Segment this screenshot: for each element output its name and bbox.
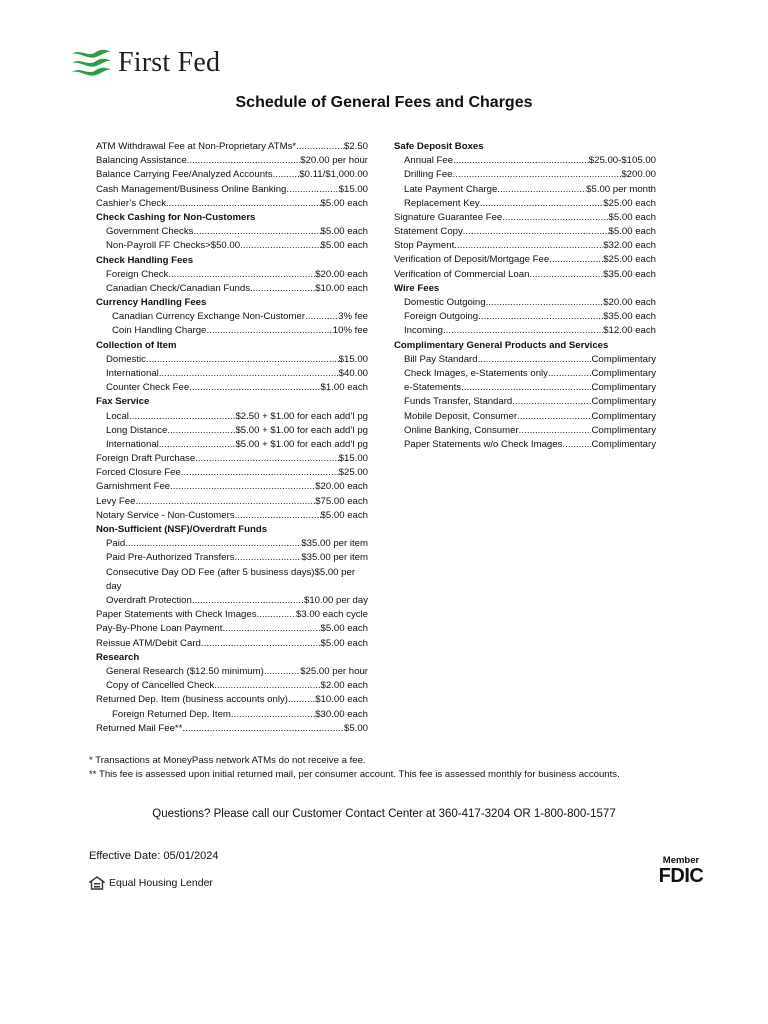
dot-leader bbox=[286, 183, 338, 197]
dot-leader bbox=[182, 722, 344, 736]
fee-row bbox=[96, 495, 368, 509]
fee-row bbox=[394, 254, 656, 268]
fee-price: Complimentary bbox=[591, 382, 656, 394]
fee-row bbox=[96, 367, 368, 381]
fee-name: General Research ($12.50 minimum) bbox=[106, 665, 264, 677]
fee-row bbox=[96, 481, 368, 495]
fee-row bbox=[394, 154, 656, 168]
fee-name: Long Distance bbox=[106, 424, 168, 436]
fee-price: $25.00 bbox=[338, 467, 368, 479]
dot-leader bbox=[512, 395, 591, 409]
fee-row bbox=[96, 424, 368, 438]
fee-name: Consecutive Day OD Fee (after 5 business days)$5.00 per bbox=[106, 566, 356, 578]
fee-price: 3% fee bbox=[338, 311, 368, 323]
fee-price: $25.00 per hour bbox=[300, 665, 368, 677]
dot-leader bbox=[222, 622, 320, 636]
fee-row bbox=[394, 239, 656, 253]
fee-name: Government Checks bbox=[106, 226, 194, 238]
fee-name: Balance Carrying Fee/Analyzed Accounts bbox=[96, 169, 273, 181]
dot-leader bbox=[548, 367, 592, 381]
section-header: Non-Sufficient (NSF)/Overdraft Funds bbox=[96, 524, 268, 536]
fee-price: $30.00 each bbox=[315, 708, 368, 720]
fee-price: $5.00 each bbox=[608, 211, 656, 223]
fee-price: $5.00 each bbox=[320, 240, 368, 252]
fee-name: Pay-By-Phone Loan Payment bbox=[96, 623, 223, 635]
fee-row bbox=[394, 310, 656, 324]
fee-name: Paper Statements w/o Check Images bbox=[404, 438, 563, 450]
dot-leader bbox=[189, 381, 320, 395]
dot-leader bbox=[502, 211, 608, 225]
fees-left-column bbox=[96, 140, 368, 736]
fee-name: Annual Fee bbox=[404, 155, 454, 167]
dot-leader bbox=[264, 665, 300, 679]
footnote-atm: * Transactions at MoneyPass network ATMs do not receive a fee. bbox=[89, 755, 366, 766]
dot-leader bbox=[478, 310, 603, 324]
section-header: Fax Service bbox=[96, 396, 150, 408]
fee-price: $40.00 bbox=[338, 367, 368, 379]
fee-price: $2.00 each bbox=[320, 680, 368, 692]
dot-leader bbox=[181, 466, 339, 480]
fee-price: $5.00 each bbox=[320, 197, 368, 209]
fee-row bbox=[394, 410, 656, 424]
fee-price: $2.50 bbox=[343, 140, 368, 152]
fee-price: $32.00 each bbox=[603, 240, 656, 252]
fee-price: Complimentary bbox=[591, 396, 656, 408]
dot-leader bbox=[519, 424, 592, 438]
fee-row bbox=[96, 608, 368, 622]
fee-price: $200.00 bbox=[621, 169, 656, 181]
fee-name: Online Banking, Consumer bbox=[404, 424, 519, 436]
effective-date: Effective Date: 05/01/2024 bbox=[89, 850, 219, 862]
dot-leader bbox=[443, 324, 603, 338]
fee-row bbox=[394, 268, 656, 282]
fee-row bbox=[96, 693, 368, 707]
fdic-member-label: Member bbox=[662, 855, 700, 866]
fee-name: Overdraft Protection bbox=[106, 595, 192, 607]
dot-leader bbox=[214, 679, 320, 693]
fee-row bbox=[96, 537, 368, 551]
fee-name: Counter Check Fee bbox=[106, 382, 190, 394]
fee-name: Forced Closure Fee bbox=[96, 467, 181, 479]
dot-leader bbox=[201, 637, 321, 651]
dot-leader bbox=[166, 197, 320, 211]
fee-price: $0.11/$1,000.00 bbox=[299, 169, 368, 181]
fee-row bbox=[394, 197, 656, 211]
fee-row bbox=[394, 438, 656, 452]
fee-name: Paid bbox=[106, 538, 126, 550]
fee-row bbox=[96, 168, 368, 182]
dot-leader bbox=[187, 154, 301, 168]
fee-price: $5.00 each bbox=[320, 509, 368, 521]
fee-name: Canadian Currency Exchange Non-Customer bbox=[112, 311, 306, 323]
fee-row bbox=[96, 438, 368, 452]
fee-row bbox=[96, 452, 368, 466]
fee-price: $10.00 each bbox=[315, 282, 368, 294]
fee-name: ATM Withdrawal Fee at Non-Proprietary ATMs* bbox=[96, 140, 297, 152]
fee-row bbox=[96, 197, 368, 211]
fee-name: Foreign Check bbox=[106, 268, 169, 280]
section-header: Complimentary General Products and Services bbox=[394, 339, 609, 351]
fee-name: Drilling Fee bbox=[404, 169, 453, 181]
dot-leader bbox=[529, 268, 603, 282]
fee-price: $15.00 bbox=[338, 353, 368, 365]
fee-price: $1.00 each bbox=[320, 382, 368, 394]
dot-leader bbox=[240, 239, 320, 253]
section-header: Currency Handling Fees bbox=[96, 297, 207, 309]
fee-price: $25.00 each bbox=[603, 197, 656, 209]
dot-leader bbox=[192, 594, 304, 608]
fee-row bbox=[96, 679, 368, 693]
fee-price: $10.00 per day bbox=[303, 595, 368, 607]
dot-leader bbox=[135, 495, 315, 509]
fee-name: Check Images, e-Statements only bbox=[404, 367, 548, 379]
dot-leader bbox=[159, 367, 339, 381]
fee-price: $20.00 each bbox=[315, 481, 368, 493]
dot-leader bbox=[125, 537, 301, 551]
fee-row bbox=[96, 353, 368, 367]
fee-name: Notary Service - Non-Customers bbox=[96, 509, 235, 521]
fee-name: Copy of Cancelled Check bbox=[106, 680, 215, 692]
dot-leader bbox=[486, 296, 604, 310]
fee-price: $20.00 each bbox=[315, 268, 368, 280]
brand-name: First Fed bbox=[118, 47, 221, 78]
fee-row bbox=[394, 296, 656, 310]
dot-leader bbox=[562, 438, 591, 452]
fee-name: Bill Pay Standard bbox=[404, 353, 478, 365]
fee-row bbox=[96, 140, 368, 154]
waves-logo-icon bbox=[70, 46, 112, 80]
fee-name: Signature Guarantee Fee bbox=[394, 211, 503, 223]
fee-row bbox=[96, 622, 368, 636]
fee-row bbox=[96, 381, 368, 395]
fee-name: Reissue ATM/Debit Card bbox=[96, 637, 201, 649]
dot-leader bbox=[195, 452, 338, 466]
dot-leader bbox=[231, 708, 315, 722]
contact-line: Questions? Please call our Customer Contact Center at 360-417-3204 OR 1-800-800-1577 bbox=[152, 808, 616, 820]
dot-leader bbox=[170, 480, 315, 494]
dot-leader bbox=[478, 353, 592, 367]
fee-row bbox=[96, 324, 368, 338]
footnotes bbox=[89, 754, 620, 781]
fee-price: $75.00 each bbox=[315, 495, 368, 507]
fee-row bbox=[394, 353, 656, 367]
fee-price: Complimentary bbox=[591, 367, 656, 379]
dot-leader bbox=[235, 551, 302, 565]
fee-name: Levy Fee bbox=[96, 495, 136, 507]
fee-name: Statement Copy bbox=[394, 226, 463, 238]
fee-row bbox=[96, 509, 368, 523]
fee-row bbox=[394, 324, 656, 338]
fee-price: Complimentary bbox=[591, 353, 656, 365]
section-header: Check Handling Fees bbox=[96, 254, 194, 266]
dot-leader bbox=[453, 154, 589, 168]
fee-price: Complimentary bbox=[591, 424, 656, 436]
fee-price: $35.00 each bbox=[603, 268, 656, 280]
footnote-returned-mail: ** This fee is assessed upon initial returned mail, per consumer account. This fee is assessed monthly for business accounts. bbox=[89, 768, 620, 780]
dot-leader bbox=[454, 239, 603, 253]
dot-leader bbox=[129, 410, 236, 424]
fee-name: Cash Management/Business Online Banking bbox=[96, 183, 287, 195]
fee-row bbox=[96, 183, 368, 197]
dot-leader bbox=[273, 168, 300, 182]
fee-name: Domestic bbox=[106, 353, 146, 365]
fee-row bbox=[96, 665, 368, 679]
dot-leader bbox=[288, 693, 315, 707]
dot-leader bbox=[480, 197, 603, 211]
fee-price: $2.50 + $1.00 for each add’l pg bbox=[235, 410, 368, 422]
fee-name: e-Statements bbox=[404, 382, 462, 394]
fee-name: Verification of Commercial Loan bbox=[394, 268, 530, 280]
fee-name: Garnishment Fee bbox=[96, 481, 171, 493]
fee-price: $5.00 + $1.00 for each add’l pg bbox=[235, 438, 368, 450]
fee-name: Incoming bbox=[404, 325, 443, 337]
fee-row bbox=[394, 168, 656, 182]
fee-name-continuation: day bbox=[106, 580, 122, 592]
equal-housing-lender bbox=[89, 876, 213, 890]
fee-row bbox=[96, 722, 368, 736]
dot-leader bbox=[168, 268, 315, 282]
fee-name: Returned Dep. Item (business accounts only) bbox=[96, 694, 288, 706]
page-title: Schedule of General Fees and Charges bbox=[235, 94, 533, 111]
fee-name: Coin Handling Charge bbox=[112, 325, 207, 337]
fee-name: Domestic Outgoing bbox=[404, 297, 486, 309]
fee-row bbox=[96, 566, 368, 594]
fees-right-column bbox=[394, 140, 656, 452]
fee-price: $5.00 each bbox=[608, 226, 656, 238]
fee-price: $15.00 bbox=[338, 453, 368, 465]
fee-row bbox=[394, 395, 656, 409]
fee-price: $20.00 per hour bbox=[300, 155, 368, 167]
fee-name: Verification of Deposit/Mortgage Fee bbox=[394, 254, 550, 266]
fee-price: $10.00 each bbox=[315, 694, 368, 706]
dot-leader bbox=[497, 183, 586, 197]
fee-name: Cashier’s Check bbox=[96, 197, 167, 209]
dot-leader bbox=[549, 253, 603, 267]
fee-price: Complimentary bbox=[591, 410, 656, 422]
fee-price: $5.00 + $1.00 for each add’l pg bbox=[235, 424, 368, 436]
dot-leader bbox=[250, 282, 315, 296]
dot-leader bbox=[159, 438, 236, 452]
fee-price: $35.00 each bbox=[603, 311, 656, 323]
fee-row bbox=[96, 637, 368, 651]
fee-price: $3.00 each cycle bbox=[296, 609, 368, 621]
fee-price: $12.00 each bbox=[603, 325, 656, 337]
fee-row bbox=[96, 154, 368, 168]
fee-price: $20.00 each bbox=[603, 297, 656, 309]
fee-name: Replacement Key bbox=[404, 197, 480, 209]
first-fed-logo bbox=[70, 46, 220, 80]
fdic-member-badge bbox=[656, 856, 706, 886]
dot-leader bbox=[206, 324, 332, 338]
dot-leader bbox=[193, 225, 320, 239]
dot-leader bbox=[305, 310, 338, 324]
section-header: Wire Fees bbox=[394, 282, 440, 294]
fee-name: International bbox=[106, 438, 159, 450]
fee-row bbox=[394, 381, 656, 395]
equal-housing-label: Equal Housing Lender bbox=[109, 877, 213, 889]
fee-price: $5.00 bbox=[343, 722, 368, 734]
dot-leader bbox=[461, 381, 591, 395]
fee-name: International bbox=[106, 367, 159, 379]
fee-row bbox=[394, 183, 656, 197]
section-header: Collection of Item bbox=[96, 339, 177, 351]
fee-row bbox=[96, 282, 368, 296]
fee-price: $25.00-$105.00 bbox=[588, 155, 656, 167]
fee-row bbox=[96, 225, 368, 239]
section-header: Safe Deposit Boxes bbox=[394, 141, 484, 152]
section-header: Check Cashing for Non-Customers bbox=[96, 211, 256, 223]
fee-name: Paid Pre-Authorized Transfers bbox=[106, 552, 235, 564]
fee-price: $5.00 each bbox=[320, 637, 368, 649]
fee-name: Non-Payroll FF Checks>$50.00 bbox=[106, 240, 241, 252]
dot-leader bbox=[517, 410, 591, 424]
fee-row bbox=[394, 225, 656, 239]
section-header: Research bbox=[96, 651, 140, 663]
equal-housing-icon bbox=[89, 876, 105, 890]
dot-leader bbox=[235, 509, 321, 523]
fee-name: Local bbox=[106, 410, 129, 422]
fee-name: Foreign Returned Dep. Item bbox=[112, 708, 231, 720]
fee-row bbox=[96, 551, 368, 565]
fee-price: $5.00 per month bbox=[586, 183, 656, 195]
fee-name: Balancing Assistance bbox=[96, 155, 187, 167]
fee-price: $5.00 each bbox=[320, 623, 368, 635]
fee-name: Late Payment Charge bbox=[404, 183, 498, 195]
fee-price: Complimentary bbox=[591, 438, 656, 450]
fee-name: Foreign Draft Purchase bbox=[96, 453, 196, 465]
fee-row bbox=[96, 268, 368, 282]
fee-name: Stop Payment bbox=[394, 240, 455, 252]
fee-row bbox=[96, 310, 368, 324]
fee-price: $25.00 each bbox=[603, 254, 656, 266]
fdic-logo: FDIC bbox=[658, 865, 704, 887]
dot-leader bbox=[296, 140, 344, 154]
fee-row bbox=[394, 367, 656, 381]
fee-name: Returned Mail Fee** bbox=[96, 722, 183, 734]
dot-leader bbox=[146, 353, 339, 367]
fee-name: Paper Statements with Check Images bbox=[96, 609, 257, 621]
fee-row bbox=[96, 708, 368, 722]
fee-row bbox=[96, 410, 368, 424]
dot-leader bbox=[167, 424, 235, 438]
fee-name: Canadian Check/Canadian Funds bbox=[106, 282, 250, 294]
fee-row bbox=[96, 594, 368, 608]
dot-leader bbox=[453, 168, 622, 182]
fee-row bbox=[96, 466, 368, 480]
fee-row bbox=[394, 424, 656, 438]
dot-leader bbox=[463, 225, 609, 239]
fee-name: Foreign Outgoing bbox=[404, 311, 479, 323]
fee-name: Mobile Deposit, Consumer bbox=[404, 410, 518, 422]
fee-row bbox=[394, 211, 656, 225]
fee-price: $5.00 each bbox=[320, 226, 368, 238]
fee-price: 10% fee bbox=[332, 325, 368, 337]
fee-name: Funds Transfer, Standard bbox=[404, 396, 513, 408]
fee-row bbox=[96, 239, 368, 253]
dot-leader bbox=[257, 608, 296, 622]
fee-price: $15.00 bbox=[338, 183, 368, 195]
fee-price: $35.00 per item bbox=[301, 552, 368, 564]
fee-price: $35.00 per item bbox=[301, 538, 368, 550]
